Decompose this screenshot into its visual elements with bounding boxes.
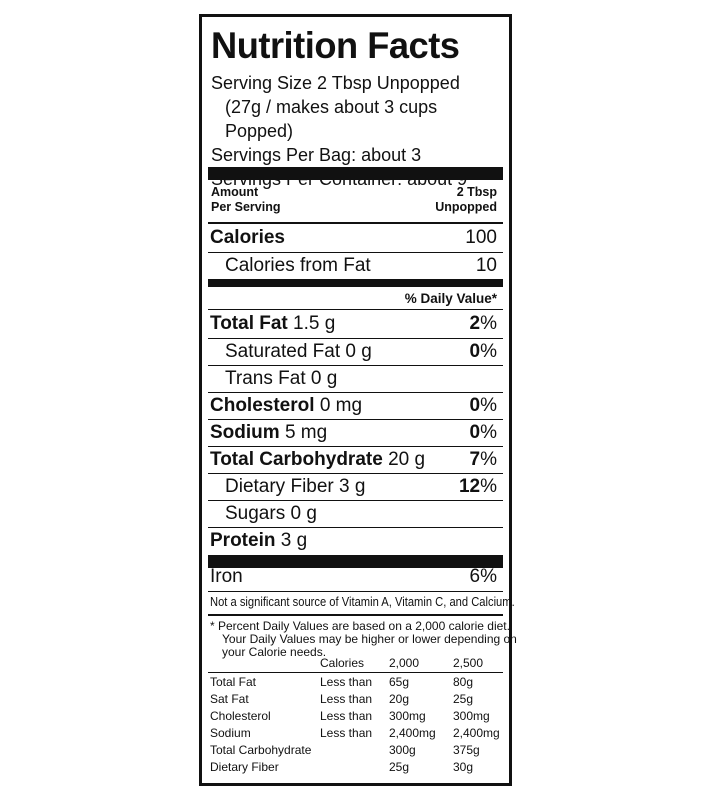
nutrient-name: Trans Fat [225,368,306,389]
daily-value-number: 0 [469,341,481,362]
daily-value-header: % Daily Value* [404,291,497,306]
daily-value-number: 7 [469,449,481,470]
footnote-row-2500: 80g [453,675,474,689]
footnote-row-name: Sat Fat [210,692,249,706]
footnote-row-2500: 30g [453,760,474,774]
footnote-line: Your Daily Values may be higher or lower depending on [222,632,517,646]
nutrient-name: Total Carbohydrate [210,449,383,470]
amount-per-serving [211,185,280,215]
not-significant-note: Not a significant source of Vitamin A, Vitamin C, and Calcium. [210,594,515,609]
footnote-2000-header: 2,000 [389,656,420,670]
serving-column-header [435,185,497,215]
nutrient-name: Dietary Fiber [225,476,334,497]
calories-value: 100 [465,227,497,248]
footnote-row-name: Sodium [210,726,251,740]
nutrient-name: Saturated Fat [225,341,341,362]
footnote-row-2000: 300mg [389,709,426,723]
divider [208,309,503,310]
nutrient-amount: 0 mg [319,395,363,416]
nutrient-amount: 0 g [290,503,317,524]
amount-label: Amount [211,185,259,199]
thick-divider [208,167,503,180]
footnote-text [210,620,517,659]
daily-value-percent: % [480,422,497,443]
footnote-row-name: Cholesterol [210,709,271,723]
footnote-row-2500: 2,400mg [453,726,500,740]
footnote-row-2500: 375g [453,743,480,757]
footnote-row-2000: 2,400mg [389,726,436,740]
nutrient-row-trans-fat [208,366,503,392]
serving-amount-label: 2 Tbsp [456,185,497,199]
divider [208,672,503,673]
nutrient-amount: 5 mg [284,422,328,443]
nutrient-name: Total Fat [210,313,288,334]
footnote-row-2000: 25g [389,760,410,774]
footnote-row-2000: 65g [389,675,410,689]
daily-value-number: 0 [469,422,481,443]
daily-value-percent: % [480,449,497,470]
nutrient-row-saturated-fat [208,339,503,365]
footnote-row-2000: 300g [389,743,416,757]
divider [208,222,503,224]
nutrient-amount: 0 g [345,341,372,362]
label-title: Nutrition Facts [211,25,460,66]
nutrient-name: Sugars [225,503,286,524]
daily-value-number: 0 [469,395,481,416]
nutrient-row-total-fat [208,311,503,337]
nutrient-row-cholesterol [208,393,503,419]
iron-row [208,564,503,590]
serving-size: Serving Size 2 Tbsp Unpopped [211,73,460,93]
footnote-2500-header: 2,500 [453,656,484,670]
divider [208,614,503,616]
calories-label: Calories [210,227,285,248]
nutrient-row-sugars [208,501,503,527]
nutrient-amount: 0 g [310,368,338,389]
footnote-row-condition: Less than [320,692,373,706]
footnote-row-condition: Less than [320,726,373,740]
footnote-row-name: Total Fat [210,675,257,689]
divider [208,591,503,592]
daily-value-percent: % [480,395,497,416]
unpopped-label: Unpopped [435,200,497,214]
footnote-line: your Calorie needs. [222,645,327,659]
iron-value: 6% [469,566,497,587]
calories-from-fat-value: 10 [475,255,497,276]
nutrient-name: Cholesterol [210,395,315,416]
nutrient-row-sodium [208,420,503,446]
daily-value-number: 2 [469,313,481,334]
footnote-row-name: Dietary Fiber [210,760,279,774]
medium-divider [208,279,503,287]
footnote-row-2000: 20g [389,692,410,706]
daily-value-percent: % [480,341,497,362]
nutrient-amount: 3 g [339,476,366,497]
calories-row [208,225,503,251]
nutrient-row-total-carbohydrate [208,447,503,473]
nutrient-name: Sodium [210,422,280,443]
footnote-row-condition: Less than [320,709,373,723]
footnote-row-2500: 25g [453,692,474,706]
iron-label: Iron [210,566,243,587]
footnote-row-2500: 300mg [453,709,490,723]
daily-value-percent: % [480,313,497,334]
footnote-calories-header: Calories [320,656,365,670]
nutrient-amount: 3 g [280,530,308,551]
calories-from-fat-row [208,253,503,279]
nutrient-row-dietary-fiber [208,474,503,500]
nutrition-facts-label [199,14,517,786]
footnote-line: * Percent Daily Values are based on a 2,000 calorie diet. [210,619,510,633]
serving-size-detail: (27g / makes about 3 cups Popped) [225,97,438,141]
footnote-row-name: Total Carbohydrate [210,743,312,757]
daily-value-number: 12 [458,476,481,497]
nutrient-amount: 20 g [388,449,426,470]
nutrient-name: Protein [210,530,276,551]
footnote-row-condition: Less than [320,675,373,689]
daily-value-percent: % [480,476,497,497]
nutrient-amount: 1.5 g [293,313,336,334]
per-serving-label: Per Serving [211,200,281,214]
servings-per-bag: Servings Per Bag: about 3 [211,145,422,165]
nutrient-row-protein [208,528,503,554]
calories-from-fat-label: Calories from Fat [225,255,371,276]
